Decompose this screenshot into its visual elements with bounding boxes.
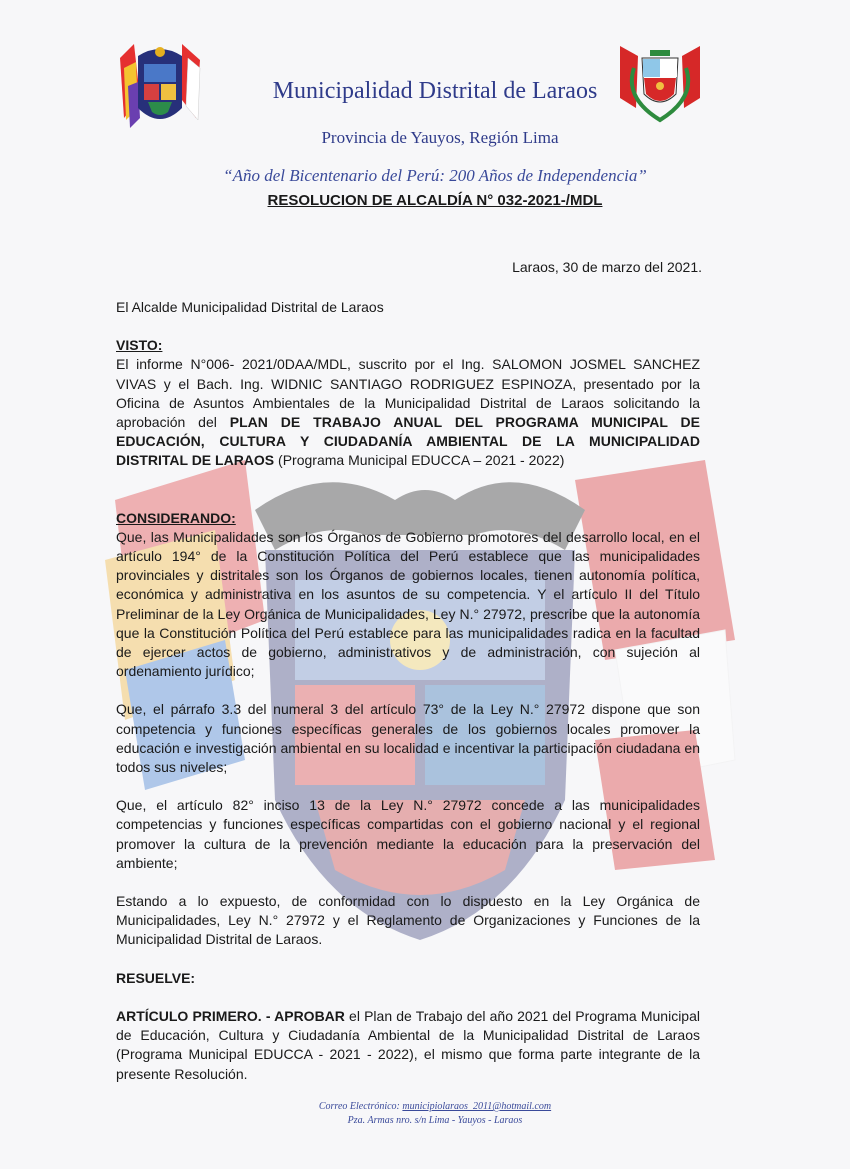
visto-heading: VISTO:: [116, 337, 163, 354]
considerando-paragraph: Que, el párrafo 3.3 del numeral 3 del artículo 73° de la Ley N.° 27972 dispone que son competencia y funciones específicas generales de los gobiernos locales promover la educación e investigación ambiental en su localidad e incentivar la participación ciudadana en todos sus niveles;: [116, 701, 700, 776]
footer-email-label: Correo Electrónico:: [318, 1101, 403, 1112]
year-motto: “Año del Bicentenario del Perú: 200 Años de Independencia”: [223, 166, 647, 185]
considerando-paragraph: Que, el artículo 82° inciso 13 de la Ley N.° 27972 concede a las municipalidades competencias y funciones específicas compartidas con el gobierno nacional y el regional promover la cultura de la prevención mediante la educación para la preservación del ambiente;: [116, 797, 700, 871]
article-one: [116, 1007, 700, 1084]
addressee: El Alcalde Municipalidad Distrital de Laraos: [116, 299, 384, 315]
considerando-paragraph: Que, las Municipalidades son los Órganos de Gobierno promotores del desarrollo local, en el artículo 194° de la Constitución Política del Perú establece que las municipalidades provinciales y distritales son los Órganos de gobiernos locales, tienen autonomía política, económica y administrativa en los asuntos de su competencia. Y el artículo II del Título Preliminar de la Ley Orgánica de Municipalidades, Ley N.° 27972, prescribe que la autonomía que la Constitución Política del Perú establece para las municipalidades radica en la facultad de ejercer actos de gobierno, administrativos y de administración, con sujeción al ordenamiento jurídico;: [116, 528, 700, 680]
article-one-text: el Plan de Trabajo del año 2021 del Programa Municipal de Educación, Cultura y Ciudadanía Ambiental de la Municipalidad Distrital de Laraos (Programa Municipal EDUCCA - 2021 - 2022), el mismo que forma parte integrante de la presente Resolución.: [116, 1007, 700, 1082]
footer-address: Pza. Armas nro. s/n Lima - Yauyos - Laraos: [347, 1115, 523, 1126]
considerando-heading: CONSIDERANDO:: [116, 509, 236, 526]
visto-plan-name: PLAN DE TRABAJO ANUAL DEL PROGRAMA MUNICIPAL DE EDUCACIÓN, CULTURA Y CIUDADANÍA AMBIENTAL DE LA MUNICIPALIDAD DISTRITAL DE LARAOS: [116, 414, 700, 469]
visto-program-note: (Programa Municipal EDUCCA – 2021 - 2022): [274, 452, 565, 469]
page-title: Municipalidad Distrital de Laraos: [272, 78, 598, 104]
visto-paragraph: [116, 355, 700, 470]
footer: [0, 1100, 850, 1128]
resolution-title: RESOLUCION DE ALCALDÍA N° 032-2021-/MDL: [267, 192, 603, 209]
document-date: Laraos, 30 de marzo del 2021.: [512, 259, 702, 275]
document-body: [116, 298, 700, 1084]
resuelve-heading: RESUELVE:: [116, 969, 196, 986]
page-subtitle: Provincia de Yauyos, Región Lima: [321, 128, 559, 147]
footer-email-link[interactable]: municipiolaraos_2011@hotmail.com: [402, 1101, 552, 1112]
visto-text: El informe N°006- 2021/0DAA/MDL, suscrito por el Ing. SALOMON JOSMEL SANCHEZ VIVAS y el Bach. Ing. WIDNIC SANTIAGO RODRIGUEZ ESPINOZA, presentado por la Oficina de Asuntos Ambientales de la Municipalidad Distrital de Laraos solicitando la aprobación del: [116, 356, 700, 431]
considerando-paragraph: Estando a lo expuesto, de conformidad con lo dispuesto en la Ley Orgánica de Municipalidades, Ley N.° 27972 y el Reglamento de Organizaciones y Funciones de la Municipalidad Distrital de Laraos.: [116, 893, 700, 948]
article-one-label: ARTÍCULO PRIMERO. - APROBAR: [116, 1007, 345, 1024]
